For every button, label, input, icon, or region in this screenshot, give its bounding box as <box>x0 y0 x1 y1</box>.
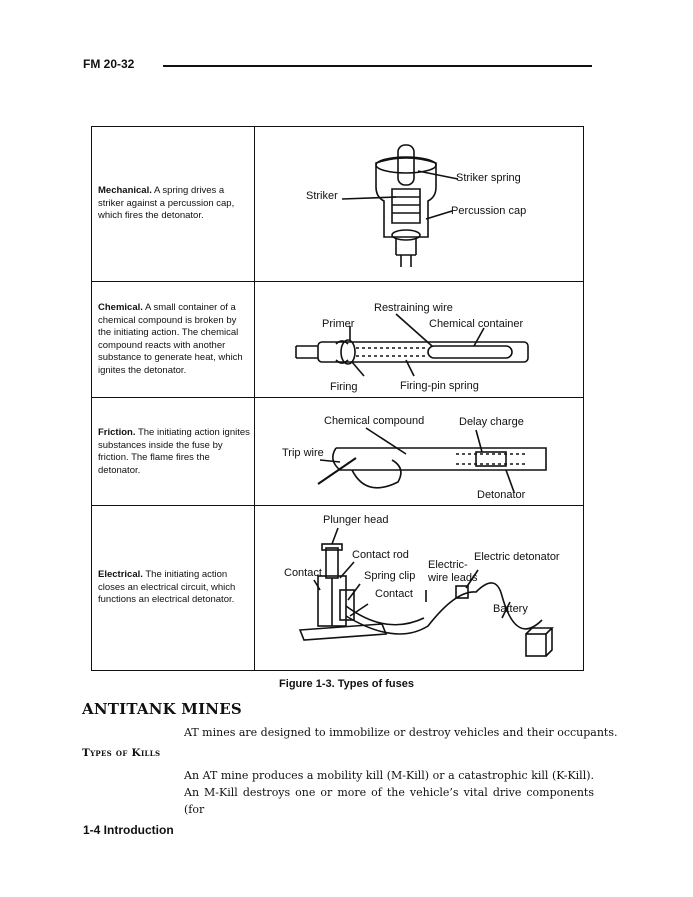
table-row-chemical <box>92 281 583 398</box>
row-title: Electrical. <box>98 569 143 580</box>
section-title: ANTITANK MINES <box>82 700 242 718</box>
label-primer: Primer <box>322 318 355 330</box>
row-title: Friction. <box>98 427 136 438</box>
label-spring-clip: Spring clip <box>364 570 416 582</box>
electrical-fuse-figure <box>256 506 583 671</box>
figure-caption: Figure 1-3. Types of fuses <box>279 678 414 690</box>
row-title: Chemical. <box>98 302 143 313</box>
label-detonator: Detonator <box>477 489 526 501</box>
row-text: A small container of a chemical compound is broken by the initiating action. The chemical compound reacts with another substance to generate heat, which ignites the detonator. <box>98 302 243 376</box>
subsection-heading: Types of Kills <box>82 747 161 759</box>
row-title: Mechanical. <box>98 185 152 196</box>
row-text: A spring drives a striker against a percussion cap, which fires the detonator. <box>98 185 235 221</box>
table-row-electrical <box>92 505 583 671</box>
mechanical-description <box>98 185 250 223</box>
label-delay-charge: Delay charge <box>459 416 524 428</box>
paragraph-intro: AT mines are designed to immobilize or destroy vehicles and their occupants. <box>184 726 618 739</box>
label-wire-leads: wire leads <box>428 572 478 584</box>
friction-fuse-figure <box>256 398 583 506</box>
label-electric: Electric- <box>428 559 468 571</box>
label-contact-left: Contact <box>284 567 322 579</box>
desc-cell <box>92 282 255 398</box>
mechanical-fuse-figure <box>256 127 583 281</box>
chemical-description <box>98 302 250 377</box>
label-percussion-cap: Percussion cap <box>451 205 527 217</box>
label-trip-wire: Trip wire <box>282 447 324 459</box>
row-text: The initiating action ignites substances inside the fuse by friction. The flame fires the detonator. <box>98 427 250 476</box>
label-battery: Battery <box>493 603 528 615</box>
fuse-types-table <box>91 126 584 671</box>
label-electric-detonator: Electric detonator <box>474 551 560 563</box>
table-row-mechanical <box>92 127 583 281</box>
header-rule <box>163 65 592 67</box>
label-contact-right: Contact <box>375 588 413 600</box>
label-striker-spring: Striker spring <box>456 172 521 184</box>
label-restraining-wire: Restraining wire <box>374 302 453 314</box>
chemical-fuse-figure <box>256 282 583 398</box>
electrical-description <box>98 569 250 607</box>
desc-cell <box>92 398 255 506</box>
desc-cell <box>92 127 255 281</box>
label-chemical-container: Chemical container <box>429 318 524 330</box>
electrical-fuse-drawing <box>256 506 583 671</box>
label-firing: Firing <box>330 381 358 393</box>
friction-description <box>98 427 250 477</box>
label-chemical-compound: Chemical compound <box>324 415 425 427</box>
page-header-code: FM 20-32 <box>83 57 135 71</box>
desc-cell <box>92 506 255 671</box>
label-striker: Striker <box>306 190 338 202</box>
label-contact-rod: Contact rod <box>352 549 409 561</box>
label-plunger-head: Plunger head <box>323 514 389 526</box>
table-row-friction <box>92 397 583 506</box>
page-footer: 1-4 Introduction <box>83 823 174 837</box>
mechanical-fuse-drawing <box>256 127 583 281</box>
label-firing-pin-spring: Firing-pin spring <box>400 380 479 392</box>
paragraph-kills: An AT mine produces a mobility kill (M-Kill) or a catastrophic kill (K-Kill). An M-Kill destroys one or more of the vehicle’s vital drive components (for <box>184 769 594 816</box>
row-text: The initiating action closes an electrical circuit, which functions an electrical detonator. <box>98 569 236 605</box>
